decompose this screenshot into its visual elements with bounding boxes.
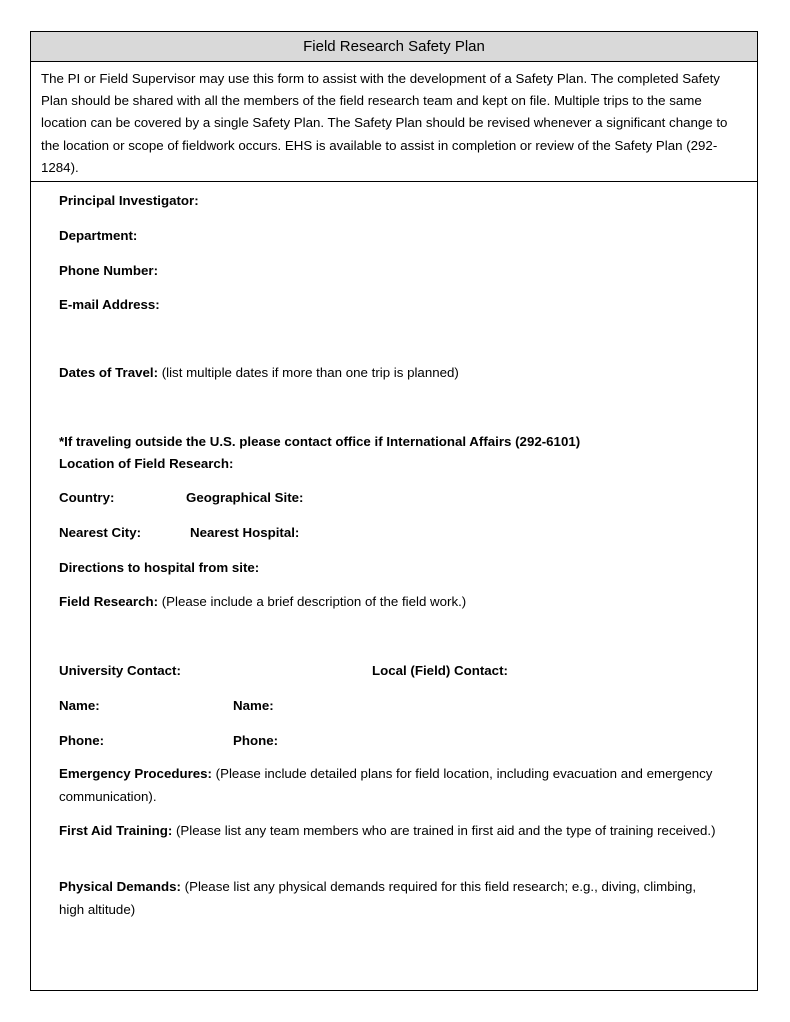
phone-label-2: Phone: (233, 733, 279, 748)
phone-label-1: Phone: (59, 733, 105, 748)
country-label: Country: (59, 490, 115, 505)
pi-label: Principal Investigator: (59, 193, 199, 208)
geo-site-label: Geographical Site: (186, 490, 304, 505)
form-title: Field Research Safety Plan (30, 31, 758, 62)
university-contact-label: University Contact: (59, 663, 181, 678)
intl-notice: *If traveling outside the U.S. please contact office if International Affairs (292-6101) (59, 434, 581, 449)
email-label: E-mail Address: (59, 297, 160, 312)
location-label: Location of Field Research: (59, 456, 234, 471)
name-label-2: Name: (233, 698, 274, 713)
physical-demands: Physical Demands: (Please list any physical demands required for this field research; e.g., diving, climbing, high altitude) (59, 879, 697, 917)
first-aid-training: First Aid Training: (Please list any team members who are trained in first aid and the type of training received.) (59, 823, 716, 838)
directions-label: Directions to hospital from site: (59, 560, 260, 575)
department-label: Department: (59, 228, 138, 243)
phone-label: Phone Number: (59, 263, 158, 278)
emergency-procedures: Emergency Procedures: (Please include detailed plans for field location, including evacuation and emergency communication). (59, 766, 713, 804)
field-research: Field Research: (Please include a brief description of the field work.) (59, 594, 467, 609)
dates-of-travel: Dates of Travel: (list multiple dates if more than one trip is planned) (59, 365, 459, 380)
name-label-1: Name: (59, 698, 100, 713)
nearest-city-label: Nearest City: (59, 525, 142, 540)
nearest-hospital-label: Nearest Hospital: (190, 525, 300, 540)
intro-text: The PI or Field Supervisor may use this form to assist with the development of a Safety Plan. The completed Safety Plan should be shared with all the members of the field research team and kept on file. Multiple trips to the same location can be covered by a single Safety Plan. The Safety Plan should be revised whenever a significant change to the location or scope of fieldwork occurs. EHS is available to assist in completion or review of the Safety Plan (292-1284). (30, 61, 758, 182)
local-contact-label: Local (Field) Contact: (372, 663, 508, 678)
